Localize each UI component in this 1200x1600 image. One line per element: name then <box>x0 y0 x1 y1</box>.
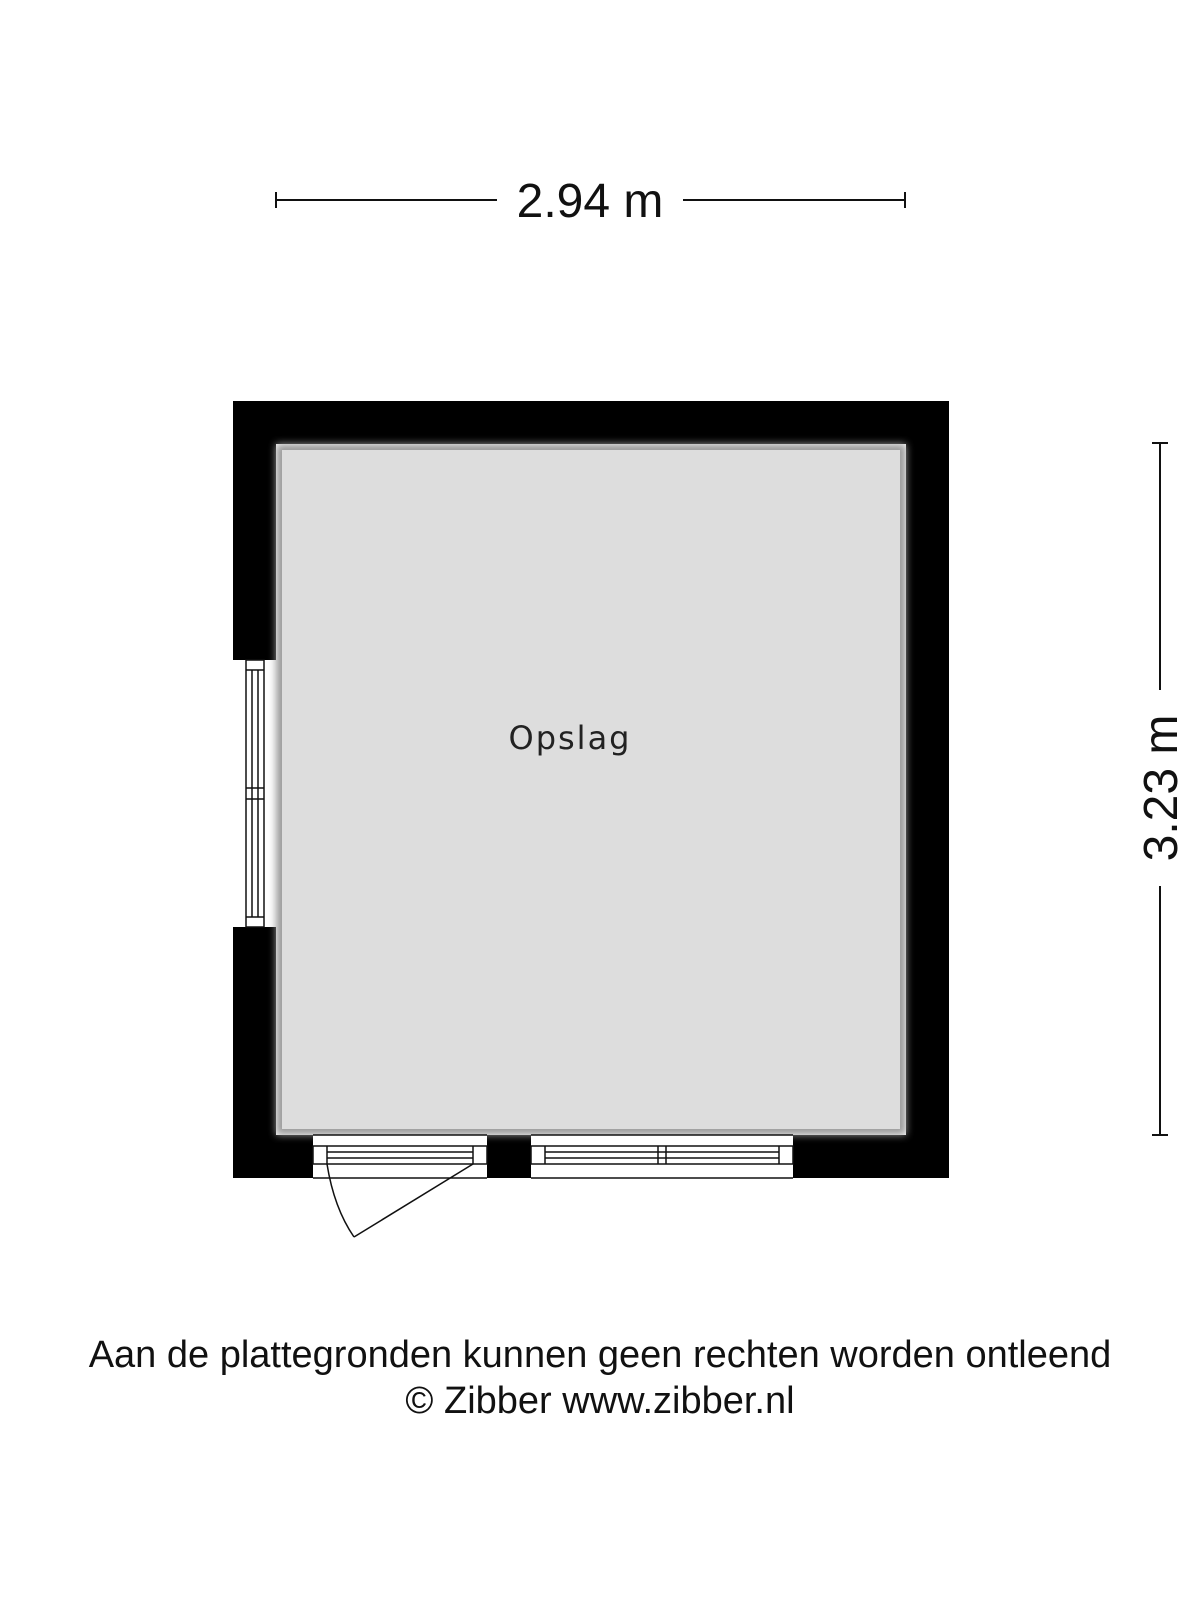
wall-top <box>233 401 949 444</box>
disclaimer-text: Aan de plattegronden kunnen geen rechten worden ontleend <box>88 1334 1112 1376</box>
width-dimension <box>276 175 905 228</box>
copyright-text: © Zibber www.zibber.nl <box>405 1380 795 1422</box>
wall-left-upper <box>233 401 276 660</box>
room-floor <box>282 450 900 1129</box>
room-label: Opslag <box>508 719 632 757</box>
room-opslag <box>276 444 906 1135</box>
window-left <box>246 660 264 927</box>
footer <box>0 1332 1200 1424</box>
width-dimension-label: 2.94 m <box>516 175 664 228</box>
depth-dimension <box>1135 443 1188 1135</box>
depth-dimension-label: 3.23 m <box>1135 714 1188 862</box>
door-bottom <box>313 1135 487 1237</box>
window-bottom <box>531 1135 793 1178</box>
wall-right <box>906 401 949 1178</box>
wall-bottom-pillar <box>487 1135 531 1178</box>
wall-bottom-right <box>793 1135 949 1178</box>
wall-bottom-left <box>233 1135 313 1178</box>
